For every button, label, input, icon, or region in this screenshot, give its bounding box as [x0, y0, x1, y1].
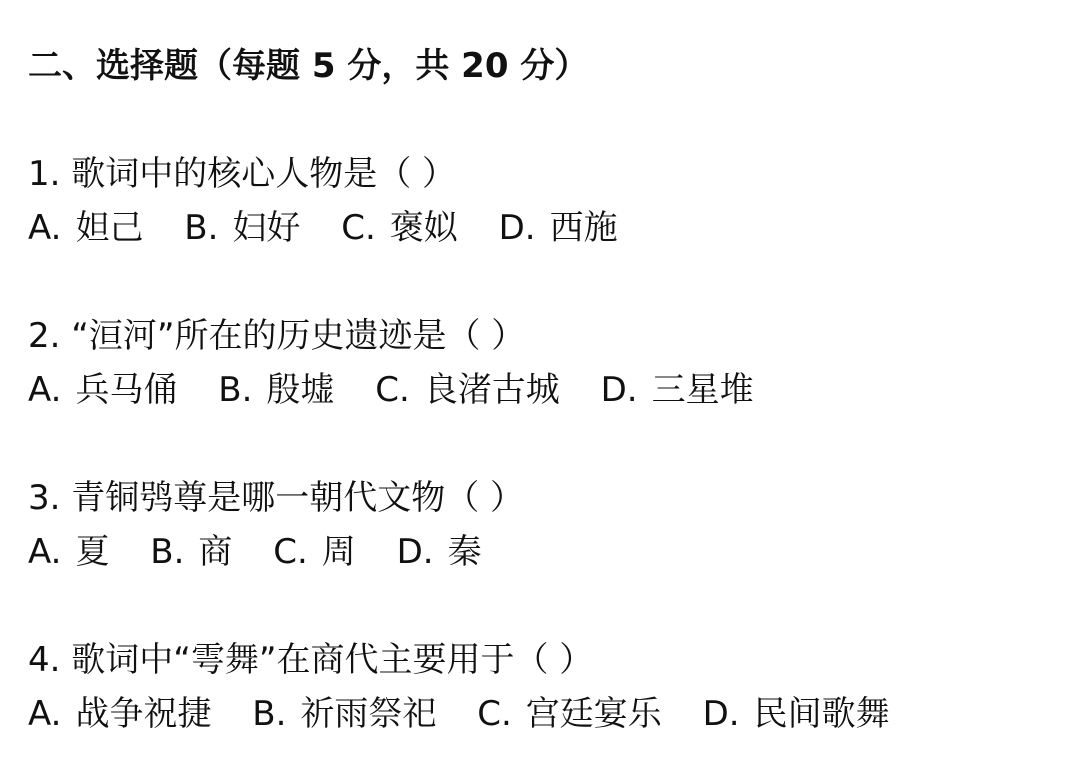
option-text: 民间歌舞: [753, 694, 890, 734]
question-stem: 4. 歌词中“雩舞”在商代主要用于（ ）: [28, 640, 594, 680]
option-text: 妲己: [75, 208, 144, 248]
option-letter: A.: [28, 694, 62, 734]
option-text: 商: [198, 532, 233, 572]
option-text: 西施: [549, 208, 618, 248]
option-a: [28, 364, 177, 416]
question-stem: 1. 歌词中的核心人物是（ ）: [28, 154, 457, 194]
option-letter: B.: [218, 370, 253, 410]
option-letter: A.: [28, 208, 62, 248]
option-b: [252, 688, 436, 740]
option-d: [601, 364, 754, 416]
question-4: [28, 634, 920, 740]
option-letter: C.: [375, 370, 410, 410]
option-letter: B.: [252, 694, 287, 734]
option-text: 良渚古城: [423, 370, 560, 410]
option-letter: D.: [702, 694, 740, 734]
option-text: 周: [321, 532, 356, 572]
option-text: 兵马俑: [75, 370, 178, 410]
option-row: [28, 688, 920, 740]
option-c: [341, 202, 458, 254]
option-text: 战争祝捷: [75, 694, 212, 734]
option-letter: B.: [150, 532, 185, 572]
option-d: [499, 202, 618, 254]
question-stem: 2. “洹河”所在的历史遗迹是（ ）: [28, 316, 526, 356]
option-text: 夏: [75, 532, 110, 572]
option-letter: D.: [498, 208, 536, 248]
option-text: 殷墟: [266, 370, 335, 410]
question-3: [28, 472, 524, 578]
option-b: [184, 202, 300, 254]
option-letter: A.: [28, 370, 62, 410]
option-text: 祈雨祭祀: [300, 694, 437, 734]
option-d: [397, 526, 482, 578]
option-c: [375, 364, 560, 416]
option-c: [477, 688, 662, 740]
option-row: [28, 364, 784, 416]
option-letter: B.: [184, 208, 219, 248]
option-row: [28, 202, 648, 254]
option-d: [703, 688, 890, 740]
option-letter: D.: [600, 370, 638, 410]
option-letter: C.: [477, 694, 512, 734]
section-title: 二、选择题（每题 5 分，共 20 分）: [28, 46, 589, 86]
option-a: [28, 526, 109, 578]
option-letter: A.: [28, 532, 62, 572]
option-letter: C.: [273, 532, 308, 572]
option-a: [28, 202, 143, 254]
option-letter: D.: [396, 532, 434, 572]
option-text: 妇好: [232, 208, 301, 248]
option-row: [28, 526, 524, 578]
question-1: [28, 148, 648, 254]
question-2: [28, 310, 784, 416]
option-a: [28, 688, 211, 740]
option-c: [273, 526, 356, 578]
option-text: 三星堆: [651, 370, 754, 410]
option-b: [150, 526, 232, 578]
option-b: [218, 364, 334, 416]
option-letter: C.: [341, 208, 376, 248]
question-stem: 3. 青铜鸮尊是哪一朝代文物（ ）: [28, 478, 525, 518]
option-text: 褒姒: [389, 208, 458, 248]
option-text: 宫廷宴乐: [525, 694, 662, 734]
option-text: 秦: [447, 532, 482, 572]
